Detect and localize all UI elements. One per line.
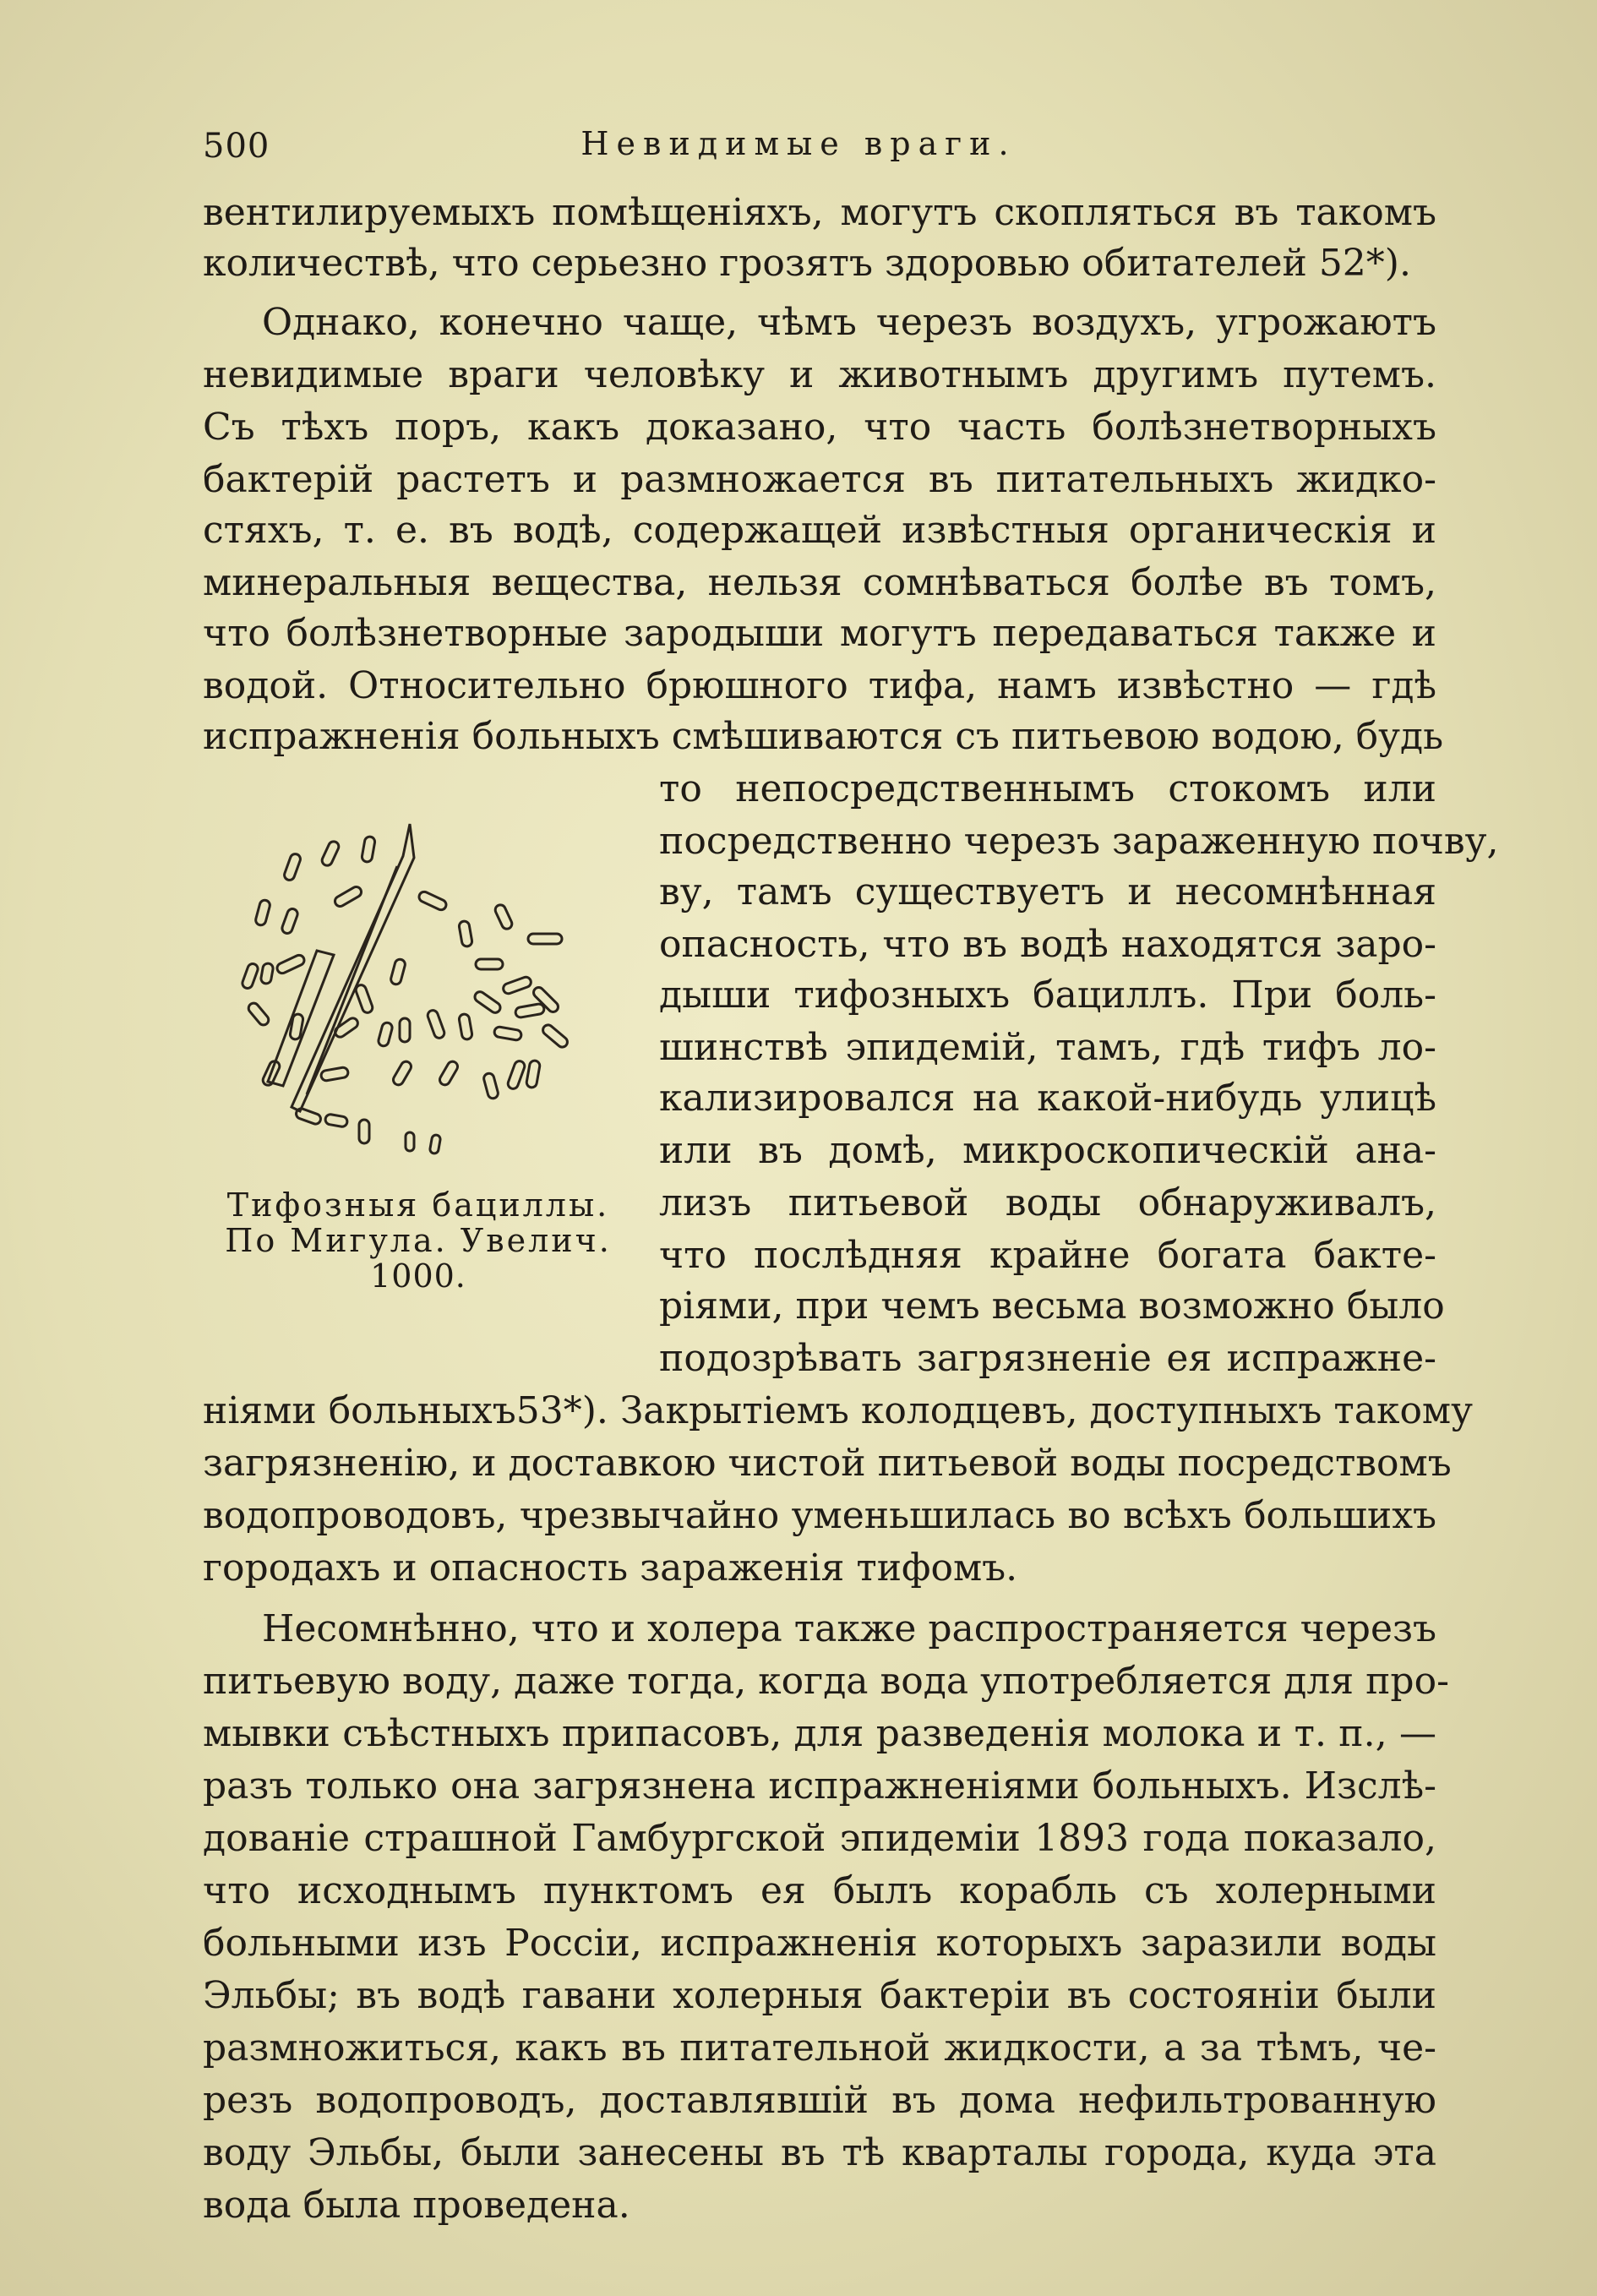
text-line: резъ водопроводъ, доставлявшій въ дома нефильтрованную — [203, 2079, 1436, 2122]
text-line: мывки съѣстныхъ припасовъ, для разведенія молока и т. п., — — [203, 1712, 1436, 1755]
text-line: вентилируемыхъ помѣщеніяхъ, могутъ скопляться въ такомъ — [203, 191, 1436, 234]
text-line: воду Эльбы, были занесены въ тѣ кварталы города, куда эта — [203, 2131, 1436, 2174]
text-line: количествѣ, что серьезно грозятъ здоровью обитателей 52*). — [203, 242, 1411, 285]
text-line: Однако, конечно чаще, чѣмъ черезъ воздухъ, угрожаютъ — [262, 301, 1436, 344]
text-line: что исходнымъ пунктомъ ея былъ корабль съ холерными — [203, 1869, 1436, 1912]
text-line: минеральныя вещества, нельзя сомнѣваться болѣе въ томъ, — [203, 561, 1436, 604]
text-line: городахъ и опасность зараженія тифомъ. — [203, 1546, 1018, 1590]
text-line: дованіе страшной Гамбургской эпидеміи 1893 года показало, — [203, 1817, 1436, 1860]
text-line: загрязненію, и доставкою чистой питьевой воды посредствомъ — [203, 1442, 1452, 1485]
running-title: Невидимые враги. — [580, 125, 1017, 162]
page-number: 500 — [203, 127, 270, 166]
text-line: стяхъ, т. е. въ водѣ, содержащей извѣстныя органическія и — [203, 509, 1436, 552]
text-line: что послѣдняя крайне богата бакте- — [659, 1234, 1436, 1277]
text-line: размножиться, какъ въ питательной жидкости, а за тѣмъ, че- — [203, 2026, 1436, 2070]
text-line: водопроводовъ, чрезвычайно уменьшилась во всѣхъ большихъ — [203, 1494, 1436, 1537]
text-line: питьевую воду, даже тогда, когда вода употребляется для про- — [203, 1660, 1449, 1703]
text-line: то непосредственнымъ стокомъ или — [659, 767, 1436, 810]
text-line: ріями, при чемъ весьма возможно было — [659, 1284, 1445, 1328]
text-line: вода была проведена. — [203, 2184, 630, 2227]
text-line: больными изъ Россіи, испражненія которыхъ заразили воды — [203, 1922, 1436, 1965]
figure-caption-line: По Мигула. Увелич. — [225, 1222, 612, 1259]
text-line: водой. Относительно брюшного тифа, намъ извѣстно — гдѣ — [203, 664, 1436, 707]
text-line: ву, тамъ существуетъ и несомнѣнная — [659, 870, 1436, 913]
text-line: кализировался на какой-нибудь улицѣ — [659, 1077, 1436, 1120]
figure-caption-line: 1000. — [370, 1257, 466, 1295]
text-line: бактерій растетъ и размножается въ питательныхъ жидко- — [203, 458, 1436, 501]
text-line: невидимые враги человѣку и животнымъ другимъ путемъ. — [203, 353, 1436, 396]
text-line: Несомнѣнно, что и холера также распространяется черезъ — [262, 1607, 1436, 1650]
text-line: ніями больныхъ53*). Закрытіемъ колодцевъ, доступныхъ такому — [203, 1389, 1474, 1432]
text-line: шинствѣ эпидемій, тамъ, гдѣ тифъ ло- — [659, 1026, 1436, 1069]
figure-caption-line: Тифозныя бациллы. — [226, 1186, 610, 1224]
typhoid-bacilli-illustration — [207, 807, 630, 1179]
text-line: Съ тѣхъ поръ, какъ доказано, что часть болѣзнетворныхъ — [203, 406, 1436, 449]
text-line: Эльбы; въ водѣ гавани холерныя бактеріи въ состояніи были — [203, 1974, 1436, 2017]
text-line: посредственно черезъ зараженную почву, — [659, 820, 1499, 863]
text-line: опасность, что въ водѣ находятся заро- — [659, 923, 1436, 966]
text-line: испражненія больныхъ смѣшиваются съ питьевою водою, будь — [203, 715, 1444, 758]
text-line: лизъ питьевой воды обнаруживалъ, — [659, 1181, 1436, 1224]
text-line: подозрѣвать загрязненіе ея испражне- — [659, 1337, 1436, 1380]
text-line: дыши тифозныхъ бациллъ. При боль- — [659, 973, 1436, 1017]
text-line: что болѣзнетворные зародыши могутъ передаваться также и — [203, 612, 1436, 655]
text-line: разъ только она загрязнена испражненіями больныхъ. Изслѣ- — [203, 1764, 1436, 1808]
text-line: или въ домѣ, микроскопическій ана- — [659, 1129, 1436, 1172]
